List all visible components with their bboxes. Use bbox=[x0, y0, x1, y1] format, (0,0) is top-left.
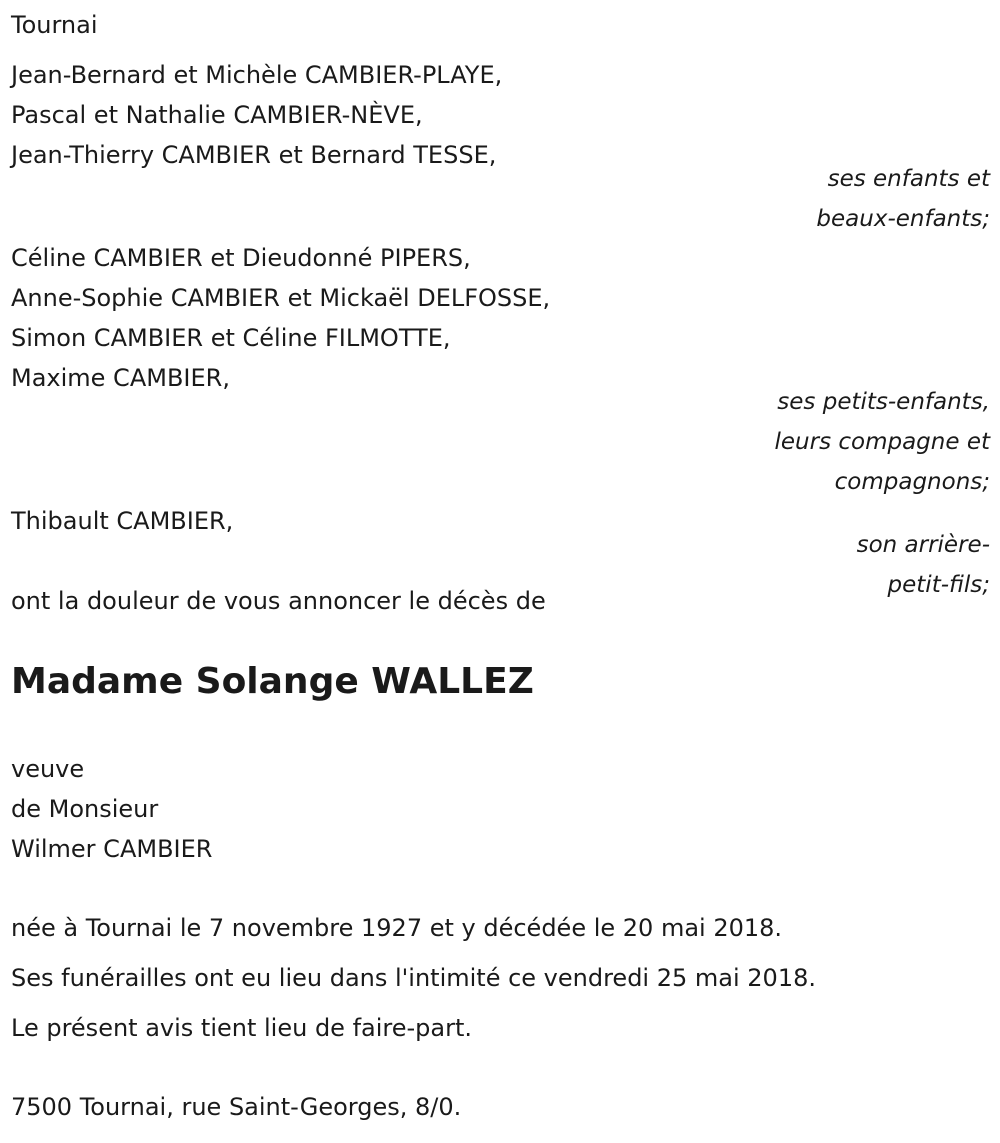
children-line: Jean-Bernard et Michèle CAMBIER-PLAYE, bbox=[11, 61, 503, 89]
great-grandchild-line: Thibault CAMBIER, bbox=[11, 507, 234, 535]
grandchildren-line: Anne-Sophie CAMBIER et Mickaël DELFOSSE, bbox=[11, 284, 551, 312]
grandchildren-line: Maxime CAMBIER, bbox=[11, 364, 230, 392]
spouse-line: de Monsieur bbox=[11, 795, 159, 823]
grandchildren-line: Céline CAMBIER et Dieudonné PIPERS, bbox=[11, 244, 471, 272]
children-label: beaux-enfants; bbox=[816, 206, 990, 232]
children-label: ses enfants et bbox=[827, 166, 990, 192]
deceased-name: Madame Solange WALLEZ bbox=[11, 661, 534, 702]
detail-line: Ses funérailles ont eu lieu dans l'intimité ce vendredi 25 mai 2018. bbox=[11, 964, 816, 992]
detail-line: Le présent avis tient lieu de faire-part. bbox=[11, 1014, 473, 1042]
grandchildren-label: leurs compagne et bbox=[774, 429, 990, 455]
grandchildren-label: compagnons; bbox=[834, 469, 990, 495]
great-grandchild-label: petit-fils; bbox=[887, 572, 990, 598]
children-line: Pascal et Nathalie CAMBIER-NÈVE, bbox=[11, 101, 423, 129]
detail-line: née à Tournai le 7 novembre 1927 et y décédée le 20 mai 2018. bbox=[11, 914, 783, 942]
great-grandchild-label: son arrière- bbox=[856, 532, 990, 558]
grandchildren-line: Simon CAMBIER et Céline FILMOTTE, bbox=[11, 324, 451, 352]
address-line: 7500 Tournai, rue Saint-Georges, 8/0. bbox=[11, 1093, 462, 1121]
spouse-line: Wilmer CAMBIER bbox=[11, 835, 213, 863]
spouse-line: veuve bbox=[11, 755, 85, 783]
grandchildren-label: ses petits-enfants, bbox=[777, 389, 990, 415]
children-line: Jean-Thierry CAMBIER et Bernard TESSE, bbox=[11, 141, 497, 169]
city-heading: Tournai bbox=[11, 11, 98, 39]
announcement-text: ont la douleur de vous annoncer le décès de bbox=[11, 587, 546, 615]
